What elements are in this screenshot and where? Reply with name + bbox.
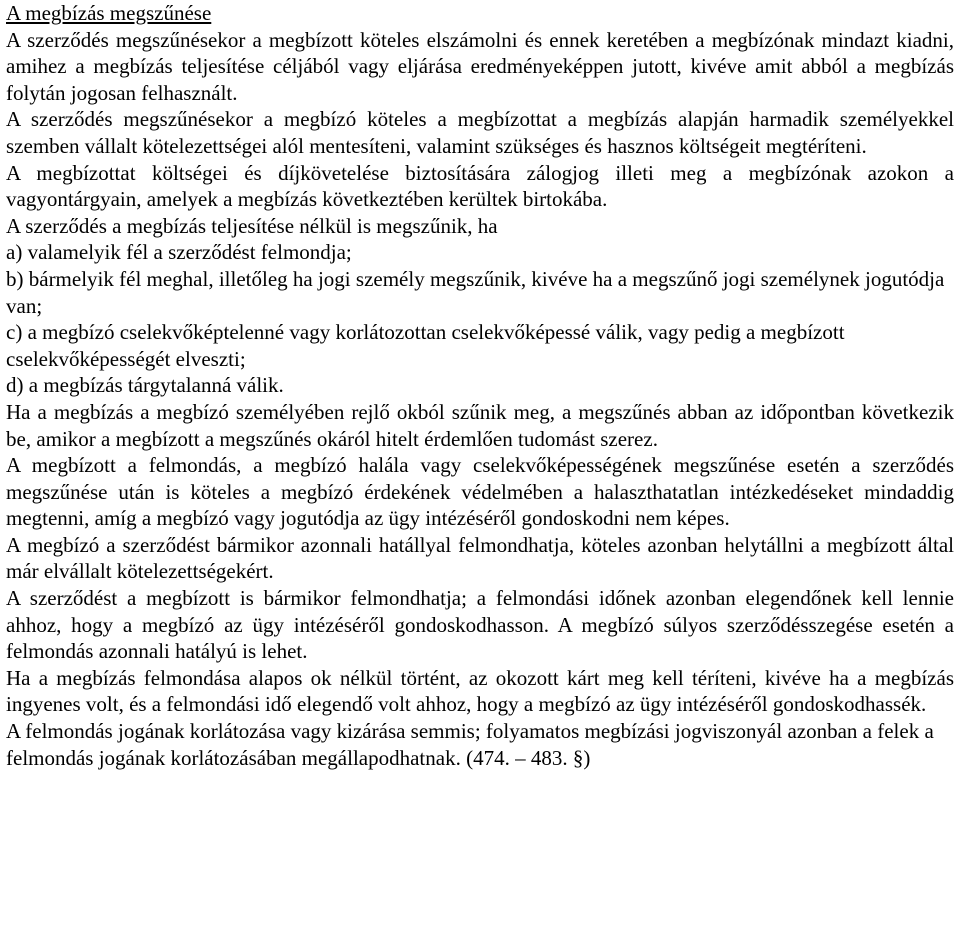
list-item-c: c) a megbízó cselekvőképtelenné vagy korlátozottan cselekvőképessé válik, vagy pedig a megbízott cselekvőképességét elveszti; — [6, 320, 845, 371]
list-item-d: d) a megbízás tárgytalanná válik. — [6, 373, 284, 398]
document-page — [6, 0, 954, 771]
paragraph-damages: Ha a megbízás felmondása alapos ok nélkül történt, az okozott kárt meg kell téríteni, kivéve ha a megbízás ingyenes volt, és a felmondási idő elegendő volt ahhoz, hogy a megbízó az ügy intézéséről gondoskodhassék. — [6, 665, 954, 717]
paragraph-settlement: A szerződés megszűnésekor a megbízott köteles elszámolni és ennek keretében a megbízónak mindazt kiadni, amihez a megbízás teljesítése céljából vagy eljárása eredményeképpen jutott, kivéve amit abból a megbízás folytán jogosan felhasznált. — [6, 27, 954, 105]
paragraph-principal-obligations: A szerződés megszűnésekor a megbízó köteles a megbízottat a megbízás alapján harmadik személyekkel szemben vállalt kötelezettségei alól mentesíteni, valamint szükséges és hasznos költségeit megtéríteni. — [6, 107, 954, 158]
paragraph-termination-conditions: A szerződés a megbízás teljesítése nélkül is megszűnik, ha — [6, 213, 498, 238]
paragraph-agent-termination: A szerződést a megbízott is bármikor felmondhatja; a felmondási időnek azonban elegendőnek kell lennie ahhoz, hogy a megbízó az ügy intézéséről gondoskodhasson. A megbízó súlyos szerződésszegése esetén a felmondás azonnali hatályú is lehet. — [6, 586, 954, 664]
document-heading: A megbízás megszűnése — [6, 1, 212, 25]
paragraph-lien: A megbízottat költségei és díjkövetelése biztosítására zálogjog illeti meg a megbízónak azokon a vagyontárgyain, amelyek a megbízás következtében kerültek birtokába. — [6, 160, 954, 212]
list-item-a: a) valamelyik fél a szerződést felmondja; — [6, 240, 352, 265]
paragraph-restriction: A felmondás jogának korlátozása vagy kizárása semmis; folyamatos megbízási jogviszonyál azonban a felek a felmondás jogának korlátozásában megállapodhatnak. (474. – 483. §) — [6, 719, 934, 770]
paragraph-principal-termination: A megbízó a szerződést bármikor azonnali hatállyal felmondhatja, köteles azonban helytállni a megbízott által már elvállalt kötelezettségekért. — [6, 532, 954, 584]
paragraph-termination-timing: Ha a megbízás a megbízó személyében rejlő okból szűnik meg, a megszűnés abban az időpontban következik be, amikor a megbízott a megszűnés okáról hitelt érdemlően tudomást szerez. — [6, 399, 954, 451]
paragraph-urgent-measures: A megbízott a felmondás, a megbízó halála vagy cselekvőképességének megszűnése esetén a szerződés megszűnése után is köteles a megbízó érdekének védelmében a halaszthatatlan intézkedéseket mindaddig megtenni, amíg a megbízó vagy jogutódja az ügy intézéséről gondoskodni nem képes. — [6, 453, 954, 531]
list-item-b: b) bármelyik fél meghal, illetőleg ha jogi személy megszűnik, kivéve ha a megszűnő jogi személynek jogutódja van; — [6, 266, 945, 318]
